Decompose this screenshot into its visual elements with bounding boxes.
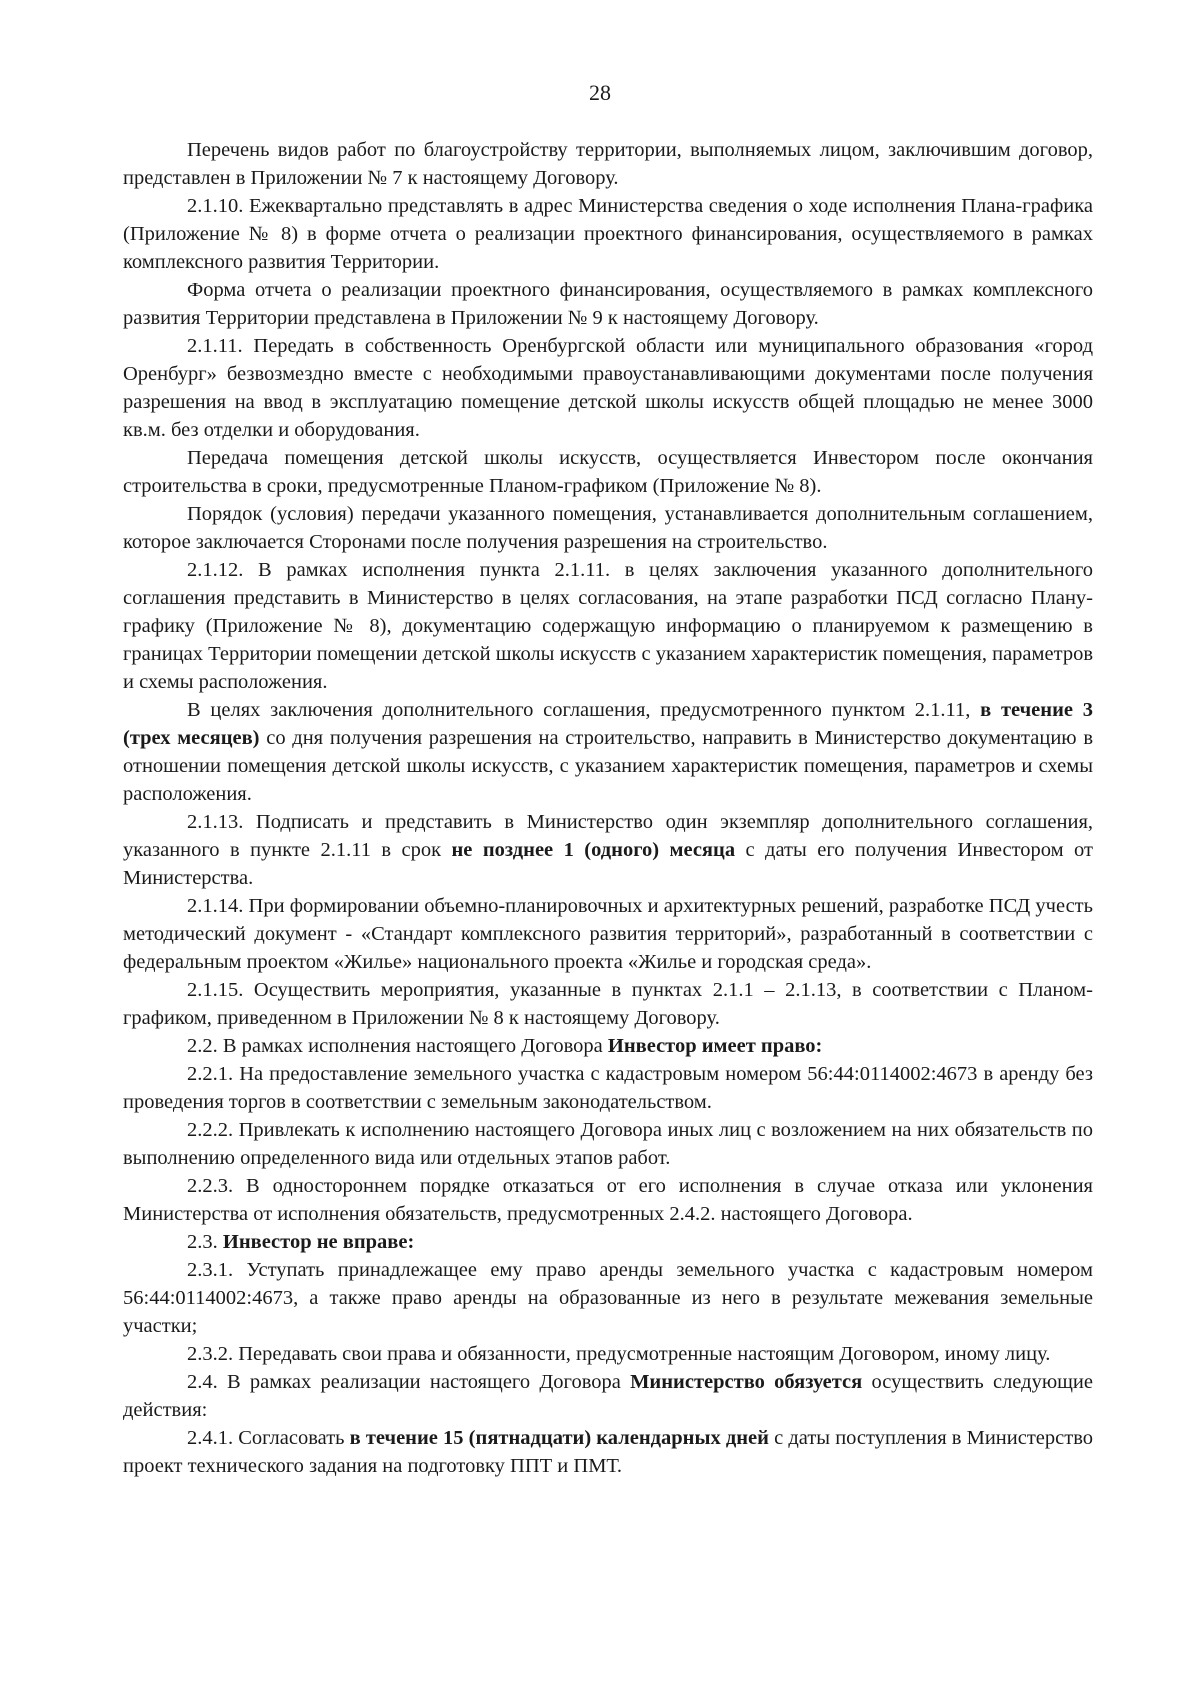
paragraph <box>123 1060 1093 1116</box>
text-run: 2.2.2. Привлекать к исполнению настоящего Договора иных лиц с возложением на них обязательств по выполнению определенного вида или отдельных этапов работ. <box>123 1119 1093 1169</box>
page-number: 28 <box>589 80 611 105</box>
paragraph <box>123 1228 1093 1256</box>
text-run: 2.4.1. Согласовать <box>187 1427 350 1449</box>
text-run: осуществить следующие действия: <box>123 1371 1093 1421</box>
text-run: 2.3.1. Уступать принадлежащее ему право аренды земельного участка с кадастровым номером 56:44:0114002:4673, а также право аренды на образованные из него в результате межевания земельные участки; <box>123 1259 1093 1337</box>
text-run: 2.1.15. Осуществить мероприятия, указанные в пунктах 2.1.1 – 2.1.13, в соответствии с Планом-графиком, приведенном в Приложении № 8 к настоящему Договору. <box>123 979 1093 1029</box>
text-run: Форма отчета о реализации проектного финансирования, осуществляемого в рамках комплексного развития Территории представлена в Приложении № 9 к настоящему Договору. <box>123 279 1093 329</box>
bold-text: Инвестор имеет право: <box>607 1035 823 1057</box>
paragraph <box>123 1256 1093 1340</box>
paragraph <box>123 500 1093 556</box>
text-run: Порядок (условия) передачи указанного помещения, устанавливается дополнительным соглашением, которое заключается Сторонами после получения разрешения на строительство. <box>123 503 1093 553</box>
paragraph <box>123 276 1093 332</box>
text-run: со дня получения разрешения на строительство, направить в Министерство документацию в отношении помещения детской школы искусств, с указанием характеристик помещения, параметров и схемы расположения. <box>123 727 1093 805</box>
paragraph <box>123 556 1093 696</box>
paragraph <box>123 696 1093 808</box>
paragraph <box>123 192 1093 276</box>
bold-text: в течение 3 (трех месяцев) <box>123 699 1093 749</box>
paragraph <box>123 1424 1093 1480</box>
text-run: 2.2.3. В одностороннем порядке отказаться от его исполнения в случае отказа или уклонения Министерства от исполнения обязательств, предусмотренных 2.4.2. настоящего Договора. <box>123 1175 1093 1225</box>
text-run: 2.2.1. На предоставление земельного участка с кадастровым номером 56:44:0114002:4673 в аренду без проведения торгов в соответствии с земельным законодательством. <box>123 1063 1093 1113</box>
bold-text: в течение 15 (пятнадцати) календарных дней <box>349 1427 769 1449</box>
text-run: Перечень видов работ по благоустройству территории, выполняемых лицом, заключившим договор, представлен в Приложении № 7 к настоящему Договору. <box>123 139 1093 189</box>
bold-text: Министерство обязуется <box>630 1371 863 1393</box>
paragraph <box>123 892 1093 976</box>
text-run: 2.1.14. При формировании объемно-планировочных и архитектурных решений, разработке ПСД учесть методический документ - «Стандарт комплексного развития территорий», разработанный в соответствии с федеральным проектом «Жилье» национального проекта «Жилье и городская среда». <box>123 895 1093 973</box>
bold-text: не позднее 1 (одного) месяца <box>451 839 736 861</box>
paragraph <box>123 332 1093 444</box>
paragraph <box>123 444 1093 500</box>
text-run: 2.1.10. Ежеквартально представлять в адрес Министерства сведения о ходе исполнения Плана-графика (Приложение № 8) в форме отчета о реализации проектного финансирования, осуществляемого в рамках комплексного развития Территории. <box>123 195 1093 273</box>
text-run: с даты его получения Инвестором от Министерства. <box>123 839 1093 889</box>
text-run: 2.1.11. Передать в собственность Оренбургской области или муниципального образования «город Оренбург» безвозмездно вместе с необходимыми правоустанавливающими документами после получения разрешения на ввод в эксплуатацию помещение детской школы искусств общей площадью не менее 3000 кв.м. без отделки и оборудования. <box>123 335 1093 441</box>
text-run: 2.1.13. Подписать и представить в Министерство один экземпляр дополнительного соглашения, указанного в пункте 2.1.11 в срок <box>123 811 1093 861</box>
text-run: В целях заключения дополнительного соглашения, предусмотренного пунктом 2.1.11, <box>187 699 981 721</box>
text-run: 2.3.2. Передавать свои права и обязанности, предусмотренные настоящим Договором, иному лицу. <box>187 1343 1051 1365</box>
text-run: 2.2. В рамках исполнения настоящего Договора <box>187 1035 608 1057</box>
paragraph <box>123 1172 1093 1228</box>
text-run: 2.3. <box>187 1231 223 1253</box>
paragraph <box>123 976 1093 1032</box>
text-run: Передача помещения детской школы искусств, осуществляется Инвестором после окончания строительства в сроки, предусмотренные Планом-графиком (Приложение № 8). <box>123 447 1093 497</box>
text-run: 2.1.12. В рамках исполнения пункта 2.1.11. в целях заключения указанного дополнительного соглашения представить в Министерство в целях согласования, на этапе разработки ПСД согласно Плану-графику (Приложение № 8), документацию содержащую информацию о планируемом к размещению в границах Территории помещении детской школы искусств с указанием характеристик помещения, параметров и схемы расположения. <box>123 559 1093 693</box>
paragraph <box>123 808 1093 892</box>
paragraph <box>123 1368 1093 1424</box>
bold-text: Инвестор не вправе: <box>222 1231 415 1253</box>
paragraph <box>123 1340 1093 1368</box>
text-run: с даты поступления в Министерство проект технического задания на подготовку ППТ и ПМТ. <box>123 1427 1093 1477</box>
paragraph <box>123 1116 1093 1172</box>
paragraph <box>123 136 1093 192</box>
paragraph <box>123 1032 1093 1060</box>
text-run: 2.4. В рамках реализации настоящего Договора <box>187 1371 631 1393</box>
document-body <box>123 136 1093 1480</box>
